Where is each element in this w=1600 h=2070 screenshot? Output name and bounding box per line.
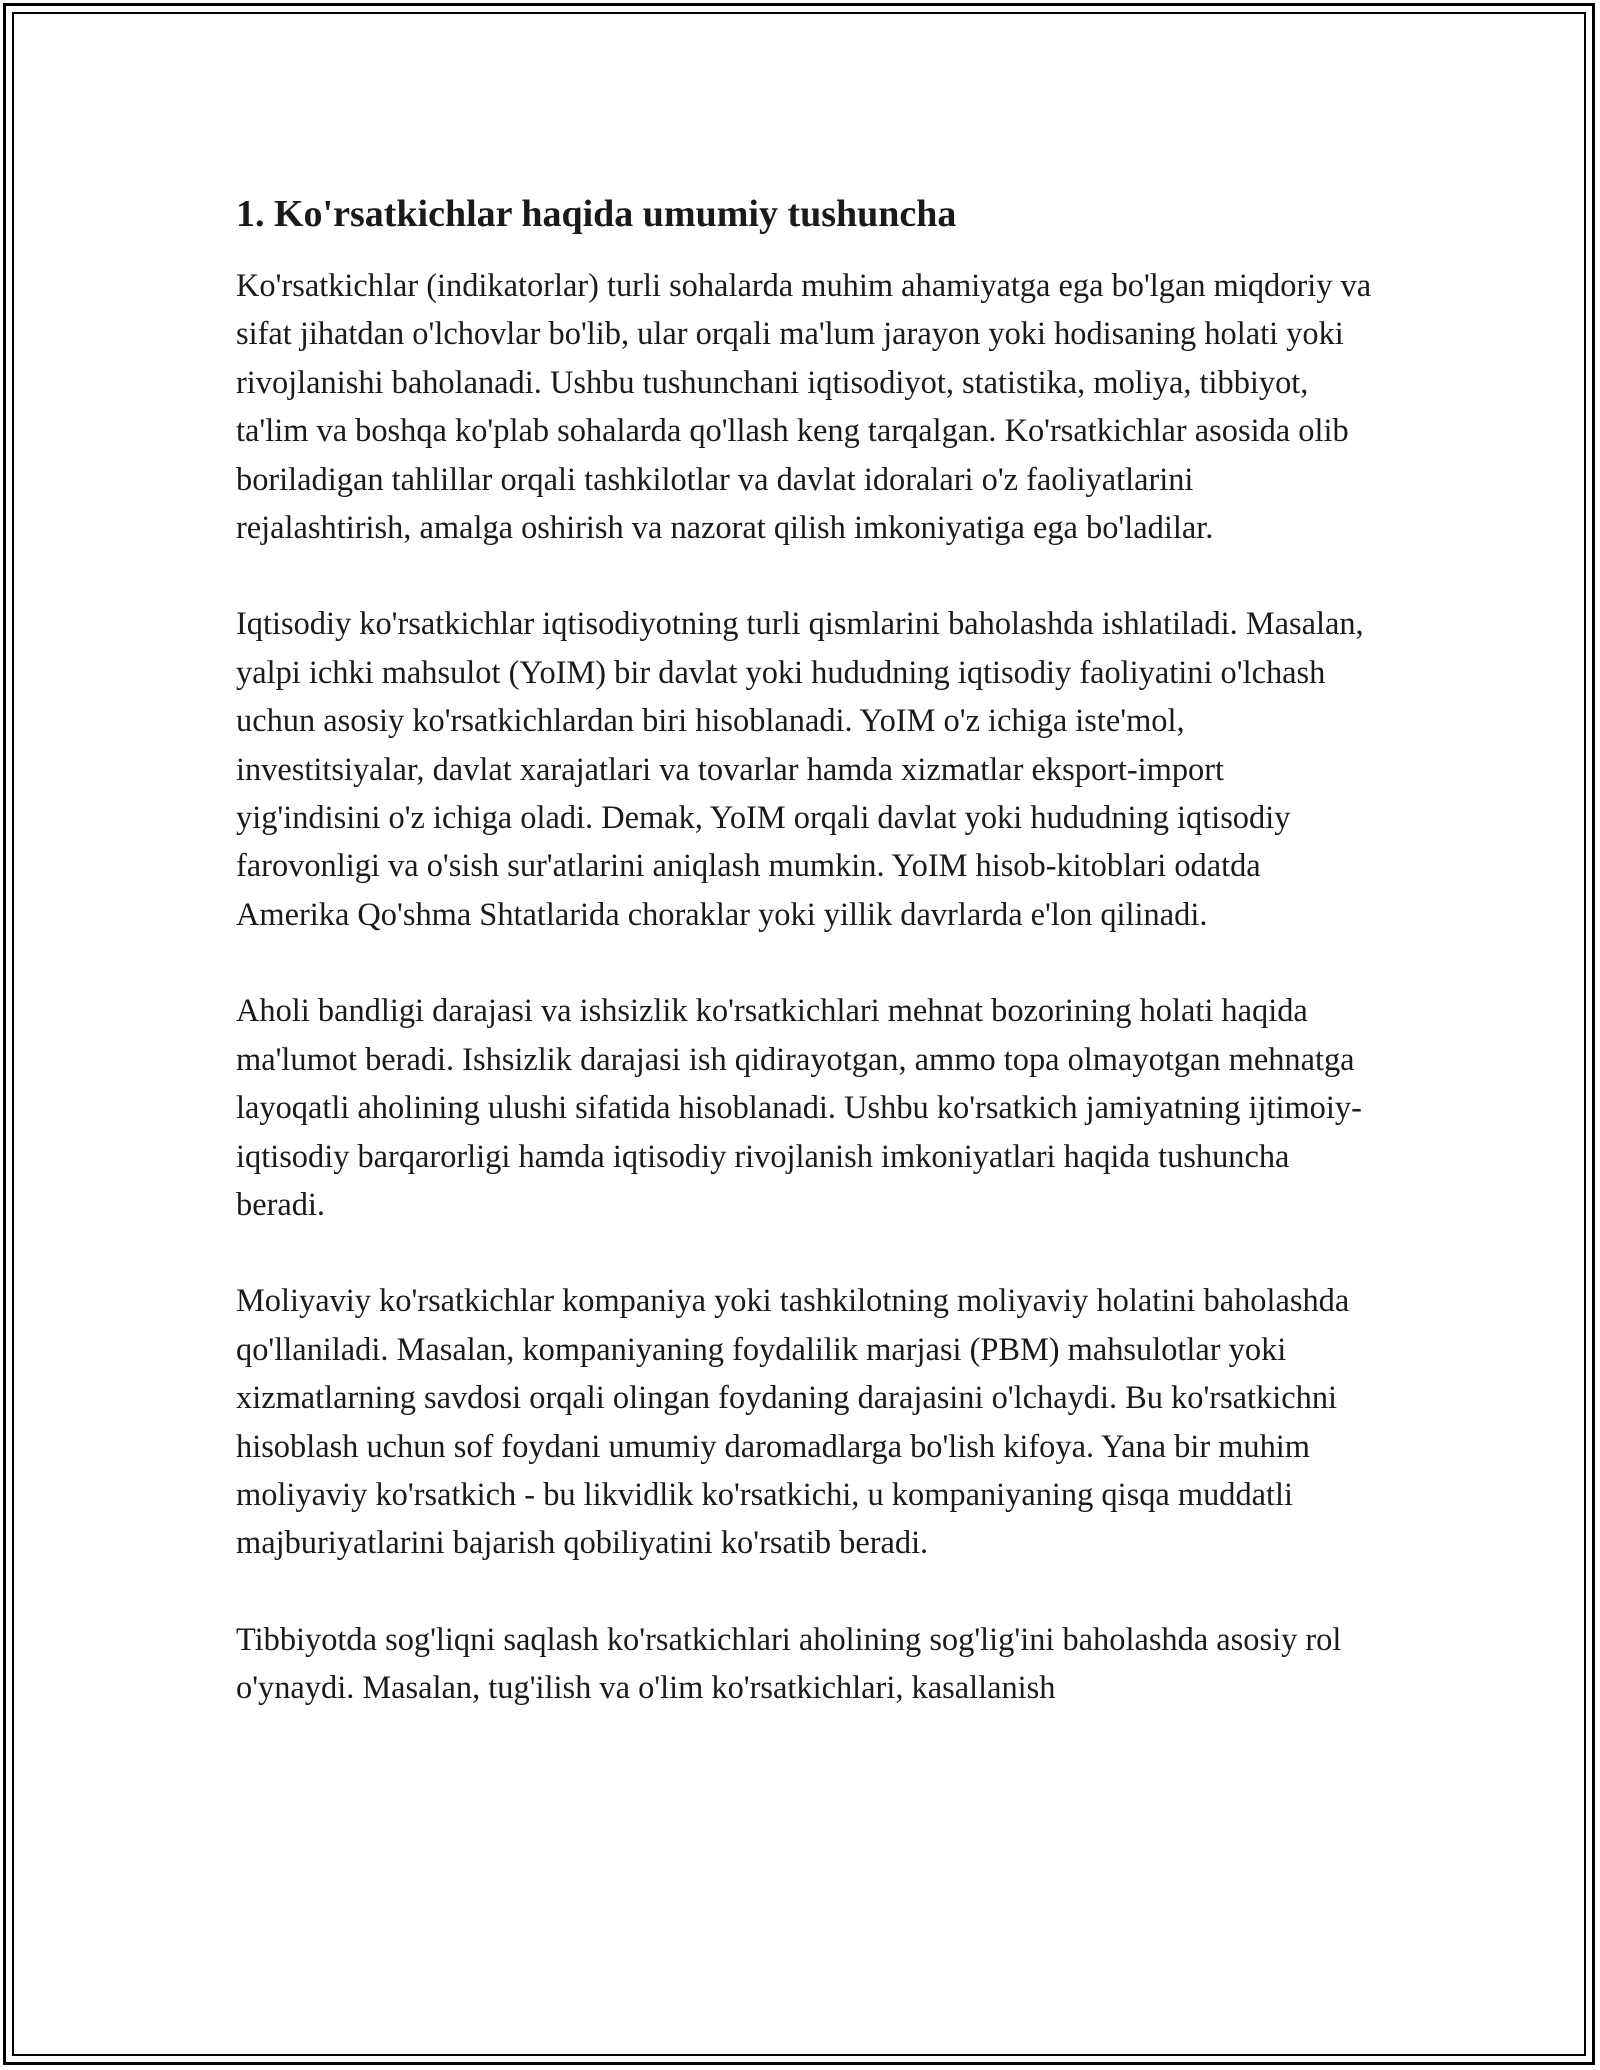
paragraph-economic-indicators: Iqtisodiy ko'rsatkichlar iqtisodiyotning turli qismlarini baholashda ishlatiladi. Masalan, yalpi ichki mahsulot (YoIM) bir davlat yoki hududning iqtisodiy faoliyatini o'lchash uchun asosiy ko'rsatkichlardan biri hisoblanadi. YoIM o'z ichiga iste'mol, investitsiyalar, davlat xarajatlari va tovarlar hamda xizmatlar eksport-import yig'indisini o'z ichiga oladi. Demak, YoIM orqali davlat yoki hududning iqtisodiy farovonligi va o'sish sur'atlarini aniqlash mumkin. YoIM hisob-kitoblari odatda Amerika Qo'shma Shtatlarida choraklar yoki yillik davrlarda e'lon qilinadi.: [236, 606, 1364, 933]
paragraph-financial-indicators: Moliyaviy ko'rsatkichlar kompaniya yoki tashkilotning moliyaviy holatini baholashda qo'llaniladi. Masalan, kompaniyaning foydalilik marjasi (PBM) mahsulotlar yoki xizmatlarning savdosi orqali olingan foydaning darajasini o'lchaydi. Bu ko'rsatkichni hisoblash uchun sof foydani umumiy daromadlarga bo'lish kifoya. Yana bir muhim moliyaviy ko'rsatkich - bu likvidlik ko'rsatkichi, u kompaniyaning qisqa muddatli majburiyatlarini bajarish qobiliyatini ko'rsatib beradi.: [236, 1283, 1350, 1562]
paragraph-health-indicators: Tibbiyotda sog'liqni saqlash ko'rsatkichlari aholining sog'lig'ini baholashda asosiy rol o'ynaydi. Masalan, tug'ilish va o'lim ko'rsatkichlari, kasallanish: [236, 1621, 1342, 1707]
section-heading: 1. Ko'rsatkichlar haqida umumiy tushuncha: [236, 193, 957, 235]
paragraph-employment-indicators: Aholi bandligi darajasi va ishsizlik ko'rsatkichlari mehnat bozorining holati haqida ma'lumot beradi. Ishsizlik darajasi ish qidirayotgan, ammo topa olmayotgan mehnatga layoqatli aholining ulushi sifatida hisoblanadi. Ushbu ko'rsatkich jamiyatning ijtimoiy-iqtisodiy barqarorligi hamda iqtisodiy rivojlanish imkoniyatlari haqida tushuncha beradi.: [236, 993, 1362, 1223]
document-body: [236, 186, 1376, 1713]
paragraph-intro: Ko'rsatkichlar (indikatorlar) turli sohalarda muhim ahamiyatga ega bo'lgan miqdoriy va sifat jihatdan o'lchovlar bo'lib, ular orqali ma'lum jarayon yoki hodisaning holati yoki rivojlanishi baholanadi. Ushbu tushunchani iqtisodiyot, statistika, moliya, tibbiyot, ta'lim va boshqa ko'plab sohalarda qo'llash keng tarqalgan. Ko'rsatkichlar asosida olib boriladigan tahlillar orqali tashkilotlar va davlat idoralari o'z faoliyatlarini rejalashtirish, amalga oshirish va nazorat qilish imkoniyatiga ega bo'ladilar.: [236, 268, 1372, 547]
